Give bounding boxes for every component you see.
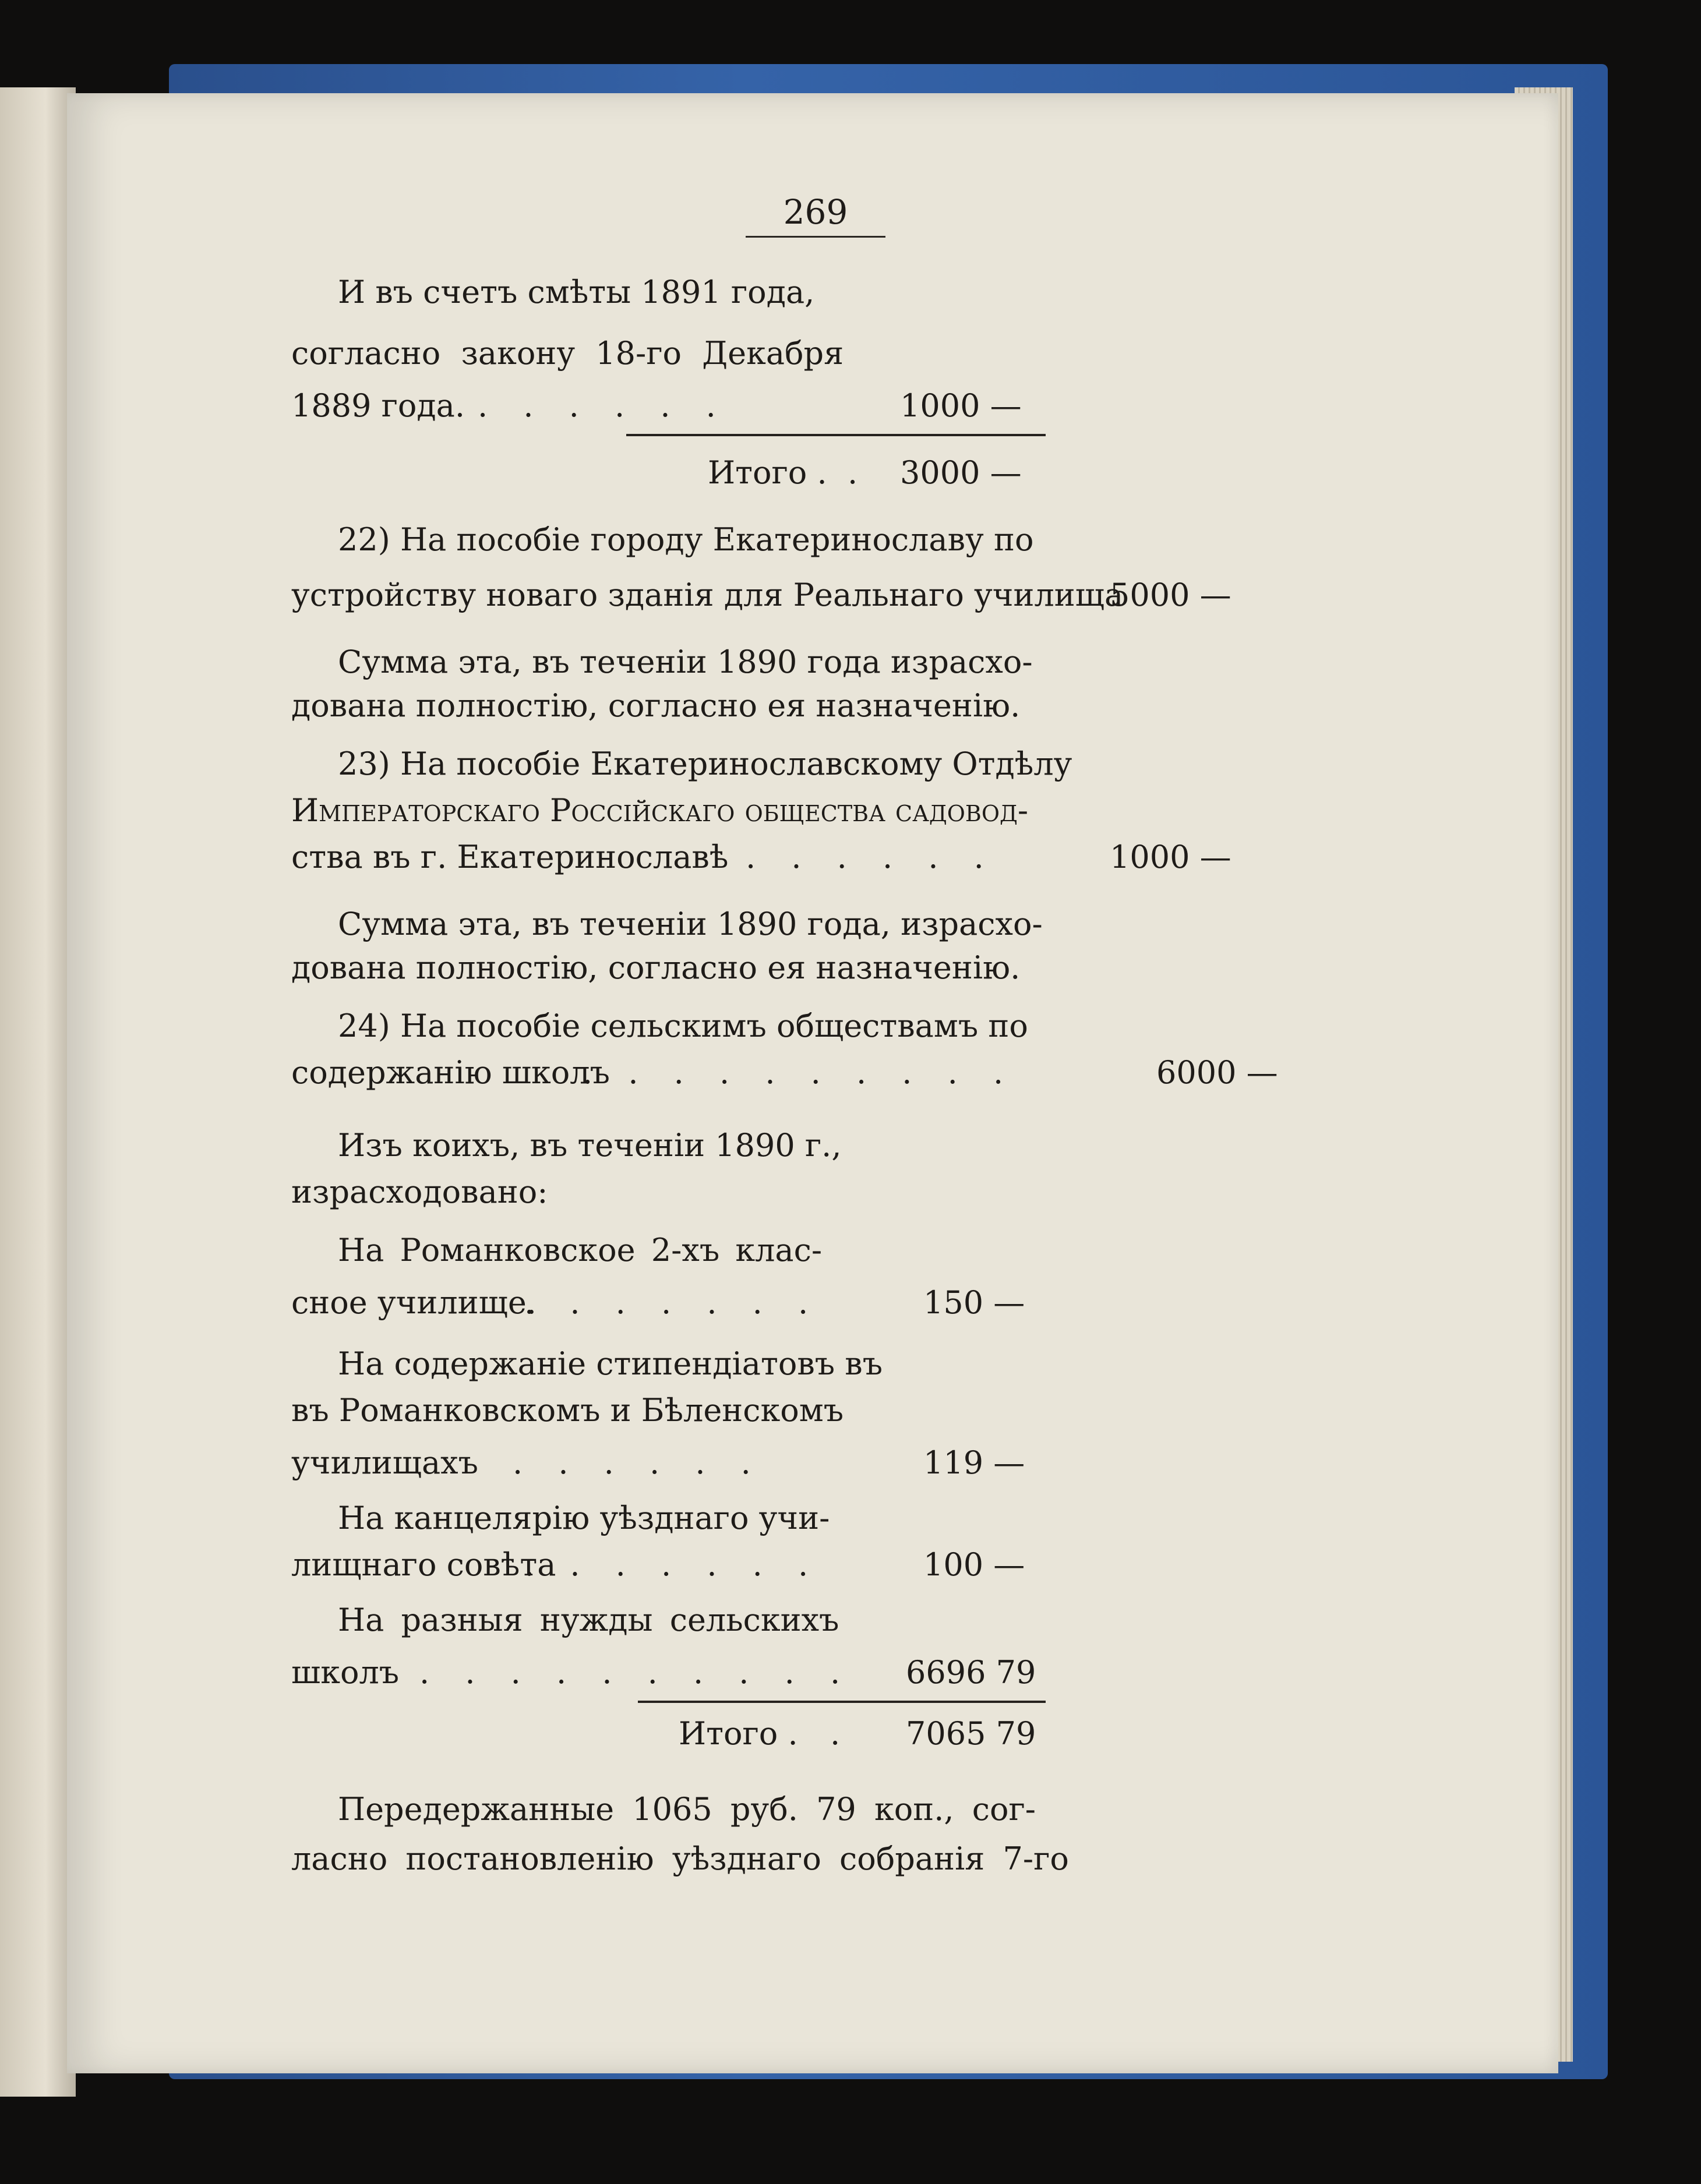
amount: 150 — [923,1284,1025,1321]
leader-dots: . . . . . . . . . . [583,1054,1017,1091]
amount: 100 — [923,1546,1025,1583]
total-label: Итого . [708,454,827,491]
dot: . [830,1715,841,1752]
text-line: 22) На пособіе городу Екатеринославу по [338,521,1034,558]
text-line: И въ счетъ смѣты 1891 года, [338,274,815,310]
text-line: На канцелярію уѣзднаго учи- [338,1500,830,1536]
leader-dots: . . . . . . . . . . [419,1654,853,1691]
dot: . [848,454,858,491]
text-line: На содержаніе стипендіатовъ въ [338,1345,883,1382]
text-line: содержанію школъ [291,1054,610,1091]
leader-dots: . . . . . . [746,839,997,875]
text-line: Передержанные 1065 руб. 79 коп., сог- [338,1791,1036,1828]
leader-dots: . . . . . . [478,387,729,424]
text-line: училищахъ [291,1444,478,1481]
text-line: сное училище. [291,1284,537,1321]
text-line: На Романковское 2-хъ клас- [338,1232,823,1268]
page-number-rule [746,236,885,238]
amount: 119 — [923,1444,1025,1481]
text-line: устройству новаго зданія для Реальнаго училища [291,577,1124,613]
text-line: дована полностію, согласно ея назначенію. [291,687,1021,724]
leader-dots: . . . . . . . [524,1284,821,1321]
text-line: дована полностію, согласно ея назначенію. [291,949,1021,986]
facing-page [0,87,76,2097]
text-line: Сумма эта, въ теченіи 1890 года, израсхо- [338,906,1043,942]
text-line: школъ [291,1654,400,1691]
total-amount: 3000 — [900,454,1022,491]
amount: 1000 — [1110,839,1231,875]
text-line: въ Романковскомъ и Бѣленскомъ [291,1392,844,1429]
text-line: Императорскаго Россійскаго общества садовод- [291,792,1029,829]
text-line: На разныя нужды сельскихъ [338,1602,839,1638]
text-line: 23) На пособіе Екатеринославскому Отдѣлу [338,745,1072,782]
leader-dots: . . . . . . . [524,1546,821,1583]
amount: 5000 — [1110,577,1231,613]
text-line: ства въ г. Екатеринославѣ [291,839,729,875]
total-amount: 7065 79 [906,1715,1036,1752]
amount: 6000 — [1156,1054,1278,1091]
amount: 1000 — [900,387,1022,424]
amount: 6696 79 [906,1654,1036,1691]
page-number: 269 [783,192,848,232]
leader-dots: . . . . . . [513,1444,764,1481]
text-line: 1889 года. [291,387,465,424]
sum-rule [638,1701,1046,1703]
total-label: Итого . [679,1715,798,1752]
text-line: 24) На пособіе сельскимъ обществамъ по [338,1008,1028,1044]
text-line: Сумма эта, въ теченіи 1890 года израсхо- [338,644,1033,680]
sum-rule [626,434,1046,436]
text-line: ласно постановленію уѣзднаго собранія 7-го [291,1840,1069,1877]
text-line: Изъ коихъ, въ теченіи 1890 г., [338,1127,842,1164]
text-line: согласно закону 18-го Декабря [291,335,844,372]
text-line: израсходовано: [291,1174,548,1210]
text-line: лищнаго совѣта [291,1546,556,1583]
